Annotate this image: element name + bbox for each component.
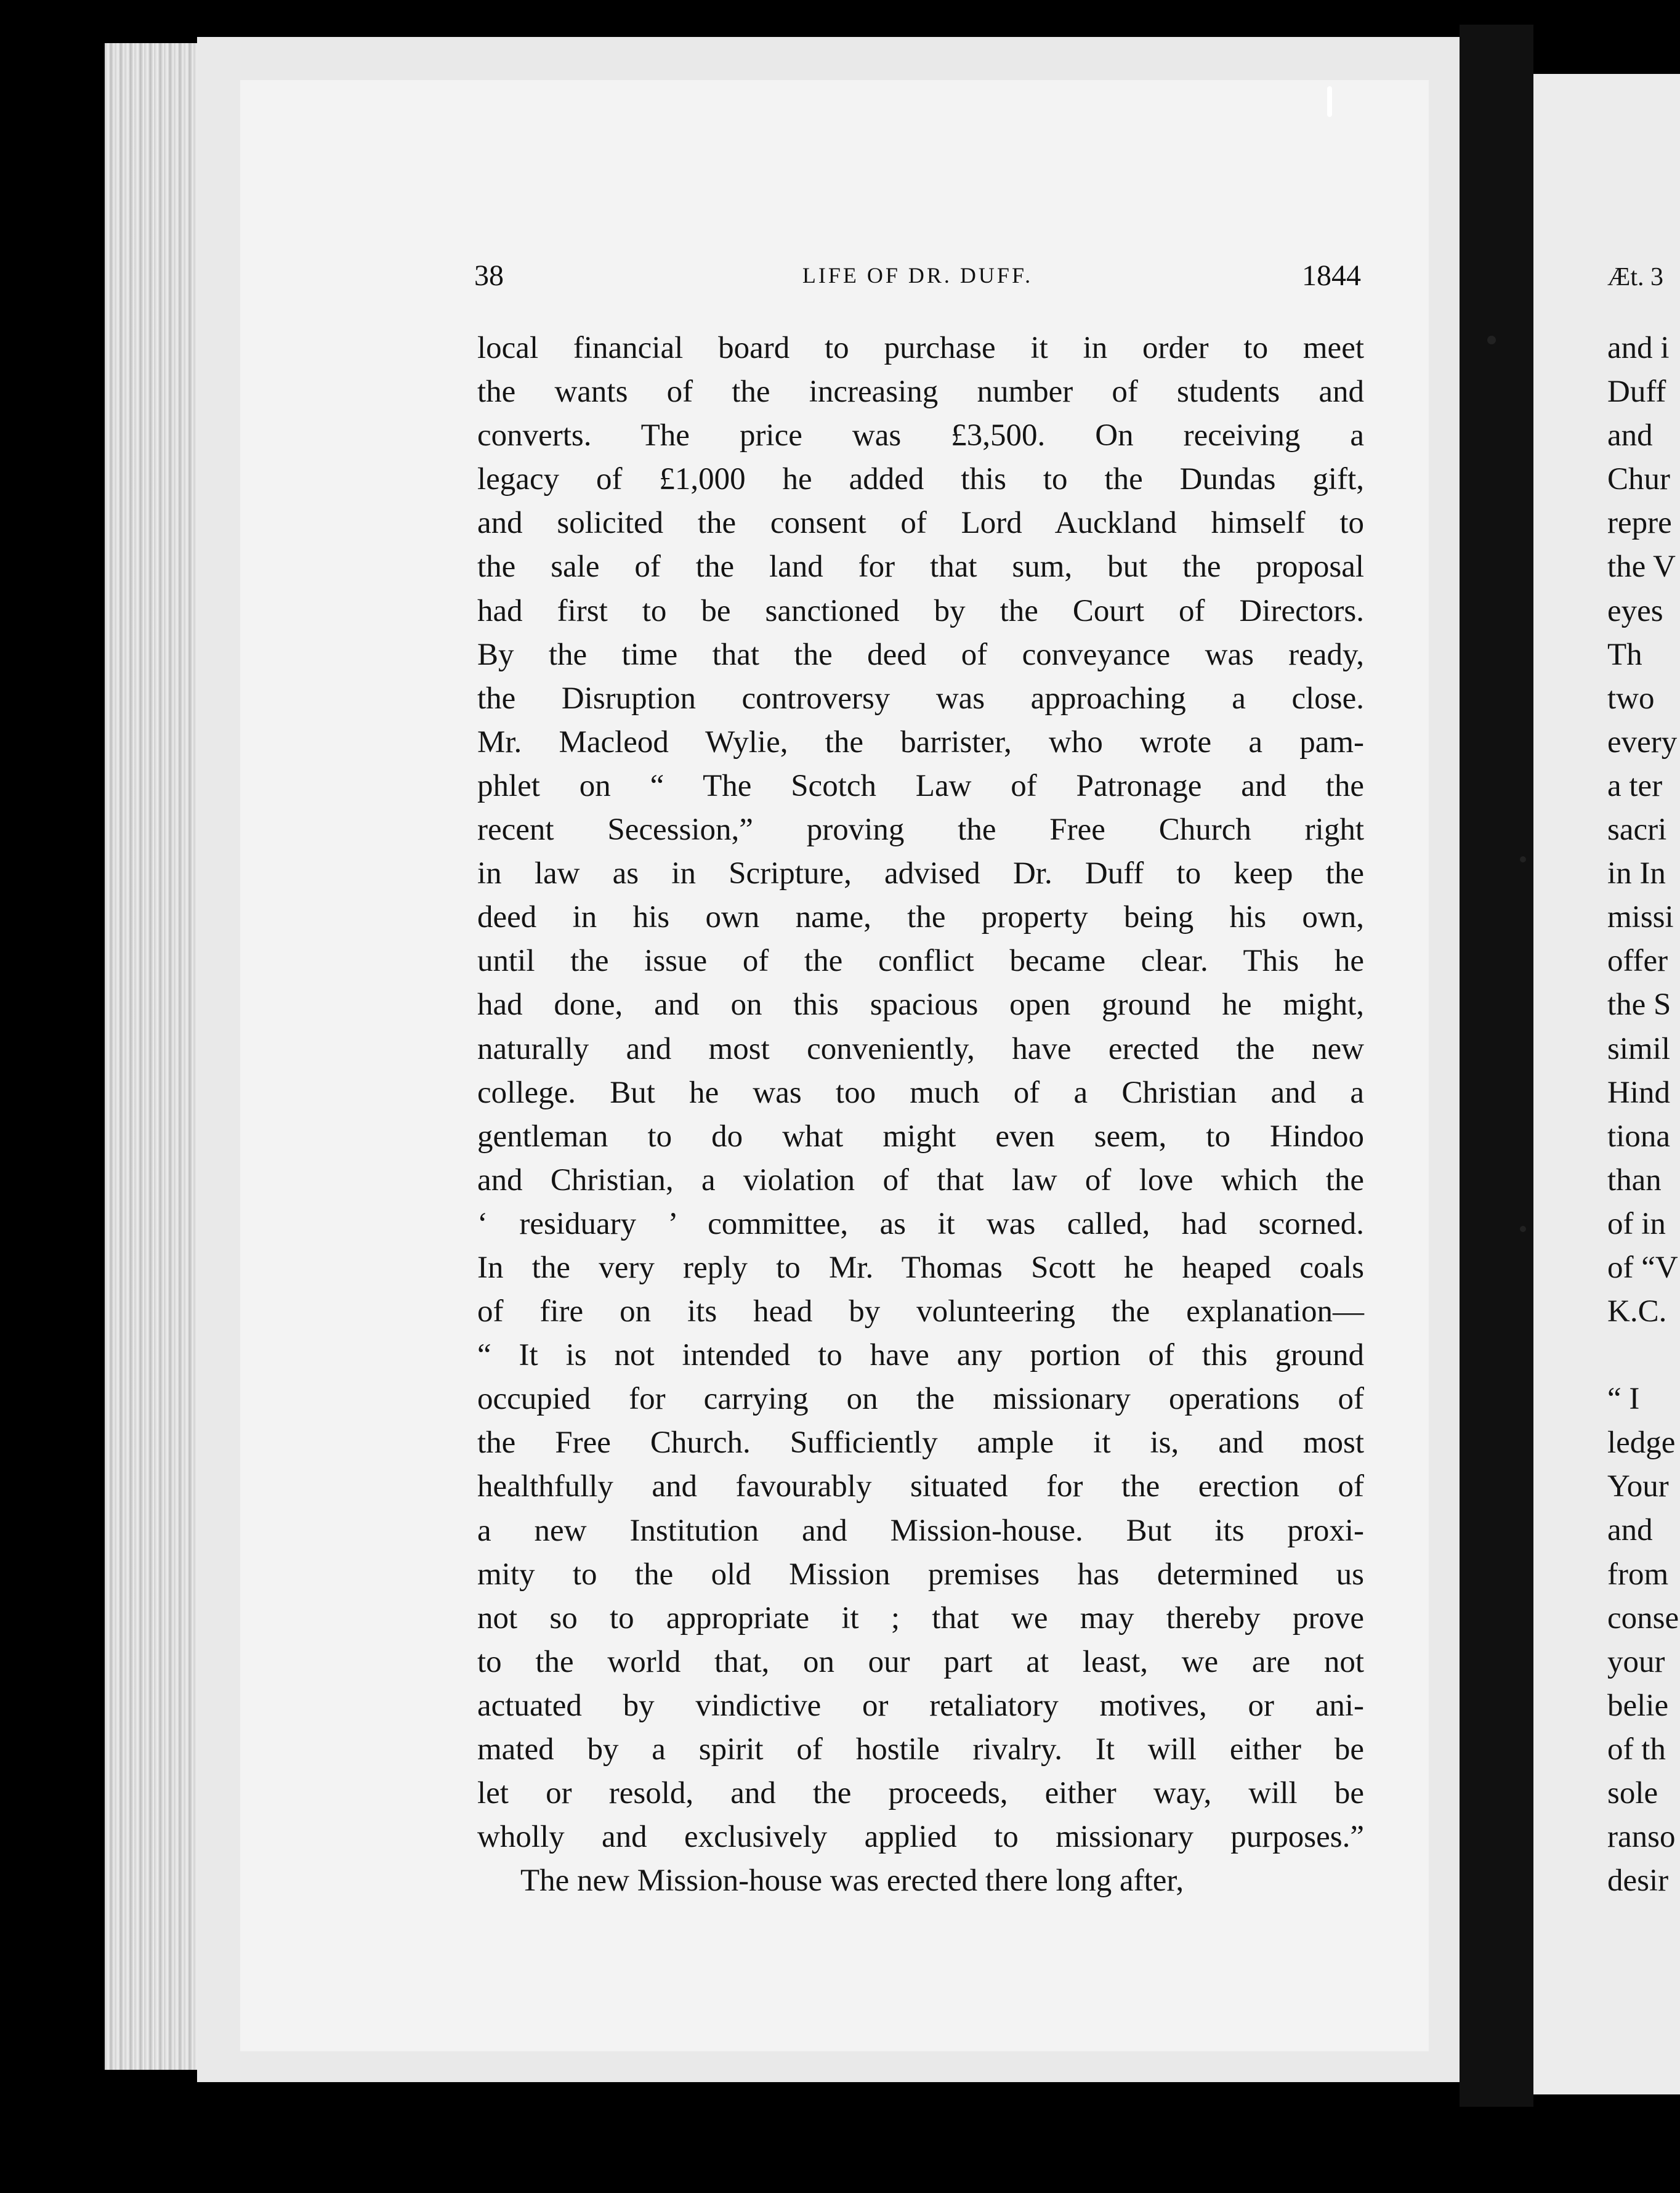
text-line: actuated by vindictive or retaliatory motives, or ani- bbox=[477, 1688, 1364, 1723]
text-line: occupied for carrying on the missionary operations of bbox=[477, 1382, 1364, 1417]
scan-speck bbox=[1520, 1226, 1526, 1232]
text-line: the wants of the increasing number of students and bbox=[477, 375, 1364, 410]
text-line: naturally and most conveniently, have erected the new bbox=[477, 1031, 1364, 1066]
running-year: 1844 bbox=[1302, 259, 1361, 292]
right-text-line: than bbox=[1607, 1162, 1662, 1198]
text-line: “ It is not intended to have any portion of this ground bbox=[477, 1338, 1364, 1373]
right-text-line: ledge bbox=[1607, 1425, 1676, 1461]
right-text-line: of th bbox=[1607, 1732, 1666, 1767]
text-line: gentleman to do what might even seem, to Hindoo bbox=[477, 1119, 1364, 1154]
text-line: in law as in Scripture, advised Dr. Duff to keep the bbox=[477, 856, 1364, 891]
right-text-line: your bbox=[1607, 1644, 1665, 1679]
right-text-line: and bbox=[1607, 418, 1653, 453]
right-text-line: Hind bbox=[1607, 1075, 1670, 1110]
running-title: LIFE OF DR. DUFF. bbox=[802, 263, 1033, 288]
text-line: and solicited the consent of Lord Auckland himself to bbox=[477, 506, 1364, 541]
scan-speck bbox=[1520, 856, 1526, 862]
text-line: mated by a spirit of hostile rivalry. It will either be bbox=[477, 1732, 1364, 1767]
right-text-line: from bbox=[1607, 1557, 1669, 1592]
text-line: a new Institution and Mission-house. But its proxi- bbox=[477, 1513, 1364, 1548]
right-text-line: of in bbox=[1607, 1206, 1666, 1241]
text-line: In the very reply to Mr. Thomas Scott he heaped coals bbox=[477, 1250, 1364, 1285]
right-page-header: Æt. 3 bbox=[1607, 263, 1664, 291]
text-line: local financial board to purchase it in order to meet bbox=[477, 331, 1364, 365]
right-text-line: two bbox=[1607, 681, 1655, 716]
text-line: mity to the old Mission premises has determined us bbox=[477, 1557, 1364, 1592]
text-line: the Free Church. Sufficiently ample it is, and most bbox=[477, 1425, 1364, 1461]
right-text-line: the S bbox=[1607, 987, 1671, 1023]
text-line: Mr. Macleod Wylie, the barrister, who wrote a pam- bbox=[477, 724, 1364, 760]
text-line: had first to be sanctioned by the Court of Directors. bbox=[477, 593, 1364, 628]
text-line: had done, and on this spacious open ground he might, bbox=[477, 987, 1364, 1023]
right-text-line: Chur bbox=[1607, 462, 1670, 497]
text-line: ‘ residuary ’ committee, as it was called, had scorned. bbox=[477, 1206, 1364, 1241]
right-text-line: sacri bbox=[1607, 813, 1667, 848]
right-text-line: offer bbox=[1607, 944, 1668, 979]
text-line: converts. The price was £3,500. On receiving a bbox=[477, 418, 1364, 453]
right-text-line: a ter bbox=[1607, 768, 1663, 803]
right-text-line: and i bbox=[1607, 331, 1670, 365]
text-line: not so to appropriate it ; that we may thereby prove bbox=[477, 1600, 1364, 1636]
right-text-line: in In bbox=[1607, 856, 1666, 891]
right-text-line: desir bbox=[1607, 1863, 1669, 1899]
text-line: the Disruption controversy was approaching a close. bbox=[477, 681, 1364, 716]
text-line: healthfully and favourably situated for the erection of bbox=[477, 1469, 1364, 1504]
running-head bbox=[474, 259, 1361, 296]
right-text-line: missi bbox=[1607, 900, 1674, 935]
text-line: phlet on “ The Scotch Law of Patronage and the bbox=[477, 768, 1364, 803]
scan-speck bbox=[1487, 336, 1496, 344]
right-text-line: ranso bbox=[1607, 1820, 1676, 1855]
text-line: By the time that the deed of conveyance was ready, bbox=[477, 637, 1364, 672]
text-line: of fire on its head by volunteering the explanation— bbox=[477, 1294, 1364, 1329]
paragraph-gap bbox=[1607, 1334, 1680, 1377]
right-text-line: and bbox=[1607, 1513, 1653, 1548]
text-line: deed in his own name, the property being his own, bbox=[477, 900, 1364, 935]
right-text-line: eyes bbox=[1607, 593, 1663, 628]
text-line: the sale of the land for that sum, but the proposal bbox=[477, 549, 1364, 585]
right-text-line: Th bbox=[1607, 637, 1642, 672]
right-text-line: Duff bbox=[1607, 375, 1666, 410]
right-text-line: K.C. bbox=[1607, 1294, 1667, 1329]
scan-speck bbox=[1327, 86, 1332, 117]
book-gutter bbox=[1460, 25, 1533, 2107]
text-line: let or resold, and the proceeds, either way, will be bbox=[477, 1776, 1364, 1811]
text-line: until the issue of the conflict became clear. This he bbox=[477, 944, 1364, 979]
right-text-line: every bbox=[1607, 724, 1678, 760]
body-text bbox=[477, 326, 1364, 1903]
text-line: legacy of £1,000 he added this to the Dundas gift, bbox=[477, 462, 1364, 497]
right-text-line: repre bbox=[1607, 506, 1672, 541]
text-line: and Christian, a violation of that law of love which the bbox=[477, 1162, 1364, 1198]
right-text-line: belie bbox=[1607, 1688, 1669, 1723]
right-page-text bbox=[1607, 259, 1680, 1903]
text-line: wholly and exclusively applied to missionary purposes.” bbox=[477, 1820, 1364, 1855]
right-text-line: tiona bbox=[1607, 1119, 1670, 1154]
right-text-line: Your bbox=[1607, 1469, 1669, 1504]
right-text-line: simil bbox=[1607, 1031, 1671, 1066]
text-line: The new Mission-house was erected there long after, bbox=[520, 1863, 1184, 1899]
right-text-line: “ I bbox=[1607, 1382, 1640, 1417]
right-text-line: the V bbox=[1607, 549, 1676, 585]
text-line: college. But he was too much of a Christian and a bbox=[477, 1075, 1364, 1110]
text-line: to the world that, on our part at least, we are not bbox=[477, 1644, 1364, 1679]
right-text-line: sole bbox=[1607, 1776, 1658, 1810]
text-line: recent Secession,” proving the Free Church right bbox=[477, 813, 1364, 848]
page-number: 38 bbox=[474, 259, 504, 292]
right-text-line: conse bbox=[1607, 1600, 1679, 1636]
right-text-line: of “V bbox=[1607, 1250, 1678, 1285]
